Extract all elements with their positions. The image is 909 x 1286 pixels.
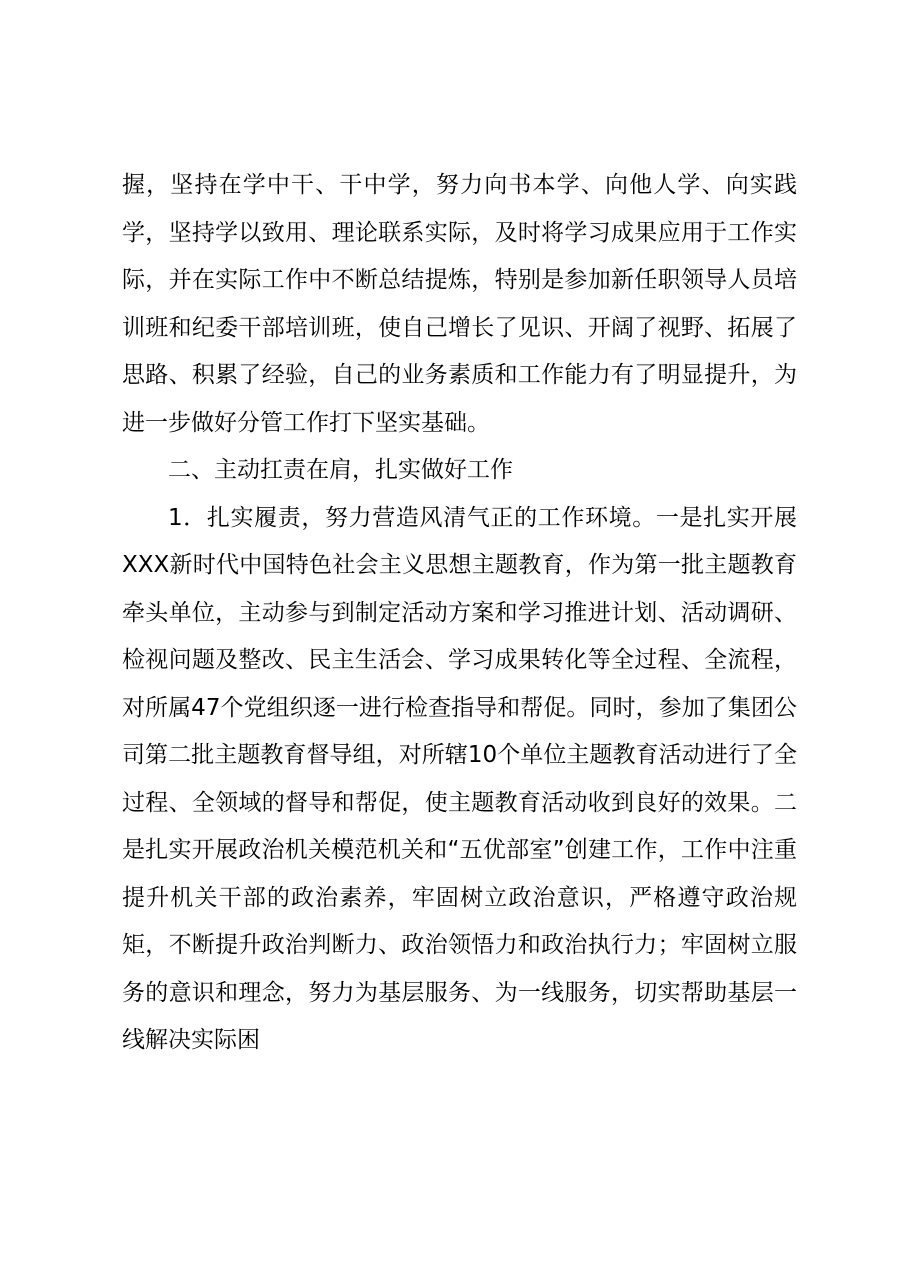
paragraph-continuation: 握，坚持在学中干、干中学，努力向书本学、向他人学、向实践学，坚持学以致用、理论联系实际，及时将学习成果应用于工作实际，并在实际工作中不断总结提炼，特别是参加新任职领导人员培训班和纪委干部培训班，使自己增长了见识、开阔了视野、拓展了思路、积累了经验，自己的业务素质和工作能力有了明显提升，为进一步做好分管工作打下坚实基础。 [122,172,797,436]
paragraph-body: 1．扎实履责，努力营造风清气正的工作环境。一是扎实开展XXX新时代中国特色社会主义思想主题教育，作为第一批主题教育牵头单位，主动参与到制定活动方案和学习推进计划、活动调研、检视问题及整改、民主生活会、学习成果转化等全过程、全流程，对所属47个党组织逐一进行检查指导和帮促。同时，参加了集团公司第二批主题教育督导组，对所辖10个单位主题教育活动进行了全过程、全领域的督导和帮促，使主题教育活动收到良好的效果。二是扎实开展政治机关模范机关和“五优部室”创建工作，工作中注重提升机关干部的政治素养，牢固树立政治意识，严格遵守政治规矩，不断提升政治判断力、政治领悟力和政治执行力；牢固树立服务的意识和理念，努力为基层服务、为一线服务，切实帮助基层一线解决实际困 [122,504,797,1053]
document-body [122,162,797,1065]
section-heading: 二、主动扛责在肩，扎实做好工作 [168,457,513,483]
